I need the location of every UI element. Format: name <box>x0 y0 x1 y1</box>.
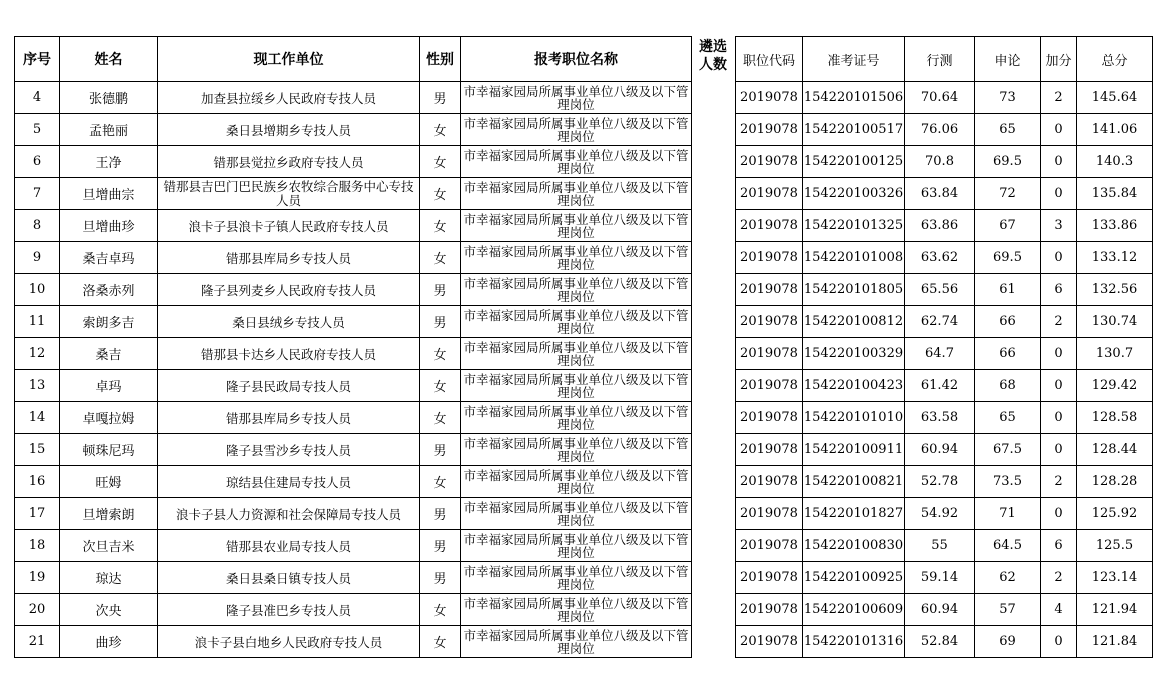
cell-seq: 17 <box>15 498 60 530</box>
cell-gender: 女 <box>420 178 461 210</box>
cell-shenlun: 69.5 <box>975 146 1041 178</box>
table-row <box>15 626 692 658</box>
cell-unit: 隆子县列麦乡人民政府专技人员 <box>158 274 420 306</box>
table-row <box>15 338 692 370</box>
cell-gender: 女 <box>420 466 461 498</box>
cell-seq: 5 <box>15 114 60 146</box>
cell-unit: 错那县吉巴门巴民族乡农牧综合服务中心专技人员 <box>158 178 420 210</box>
header-bonus: 加分 <box>1041 37 1077 82</box>
cell-unit: 隆子县准巴乡专技人员 <box>158 594 420 626</box>
table-row <box>736 306 1153 338</box>
cell-code: 2019078 <box>736 114 803 146</box>
cell-position: 市幸福家园局所属事业单位八级及以下管理岗位 <box>461 210 692 242</box>
table-row <box>736 338 1153 370</box>
cell-total: 121.84 <box>1077 626 1153 658</box>
cell-unit: 浪卡子县浪卡子镇人民政府专技人员 <box>158 210 420 242</box>
header-row <box>15 37 692 82</box>
cell-seq: 20 <box>15 594 60 626</box>
table-row <box>15 402 692 434</box>
cell-exam-id: 154220100830 <box>803 530 905 562</box>
cell-position: 市幸福家园局所属事业单位八级及以下管理岗位 <box>461 594 692 626</box>
cell-name: 旦增曲宗 <box>60 178 158 210</box>
cell-gender: 女 <box>420 114 461 146</box>
cell-code: 2019078 <box>736 82 803 114</box>
cell-total: 140.3 <box>1077 146 1153 178</box>
cell-seq: 19 <box>15 562 60 594</box>
cell-bonus: 0 <box>1041 626 1077 658</box>
cell-exam-id: 154220100125 <box>803 146 905 178</box>
cell-shenlun: 62 <box>975 562 1041 594</box>
cell-bonus: 4 <box>1041 594 1077 626</box>
table-row <box>736 370 1153 402</box>
cell-gender: 男 <box>420 562 461 594</box>
cell-exam-id: 154220101316 <box>803 626 905 658</box>
cell-bonus: 0 <box>1041 434 1077 466</box>
cell-position: 市幸福家园局所属事业单位八级及以下管理岗位 <box>461 178 692 210</box>
cell-total: 128.44 <box>1077 434 1153 466</box>
header-name: 姓名 <box>60 37 158 82</box>
cell-seq: 21 <box>15 626 60 658</box>
cell-code: 2019078 <box>736 530 803 562</box>
cell-gender: 女 <box>420 402 461 434</box>
cell-position: 市幸福家园局所属事业单位八级及以下管理岗位 <box>461 466 692 498</box>
cell-code: 2019078 <box>736 274 803 306</box>
cell-bonus: 0 <box>1041 338 1077 370</box>
table-row <box>15 82 692 114</box>
header-seq: 序号 <box>15 37 60 82</box>
cell-shenlun: 57 <box>975 594 1041 626</box>
cell-total: 128.58 <box>1077 402 1153 434</box>
cell-xingce: 63.86 <box>905 210 975 242</box>
header-gender: 性别 <box>420 37 461 82</box>
cell-name: 索朗多吉 <box>60 306 158 338</box>
cell-position: 市幸福家园局所属事业单位八级及以下管理岗位 <box>461 274 692 306</box>
cell-gender: 女 <box>420 626 461 658</box>
header-row-right <box>736 37 1153 82</box>
cell-seq: 9 <box>15 242 60 274</box>
cell-unit: 桑日县桑日镇专技人员 <box>158 562 420 594</box>
header-xingce: 行测 <box>905 37 975 82</box>
table-row <box>736 466 1153 498</box>
cell-total: 135.84 <box>1077 178 1153 210</box>
header-total: 总分 <box>1077 37 1153 82</box>
cell-shenlun: 71 <box>975 498 1041 530</box>
cell-gender: 男 <box>420 82 461 114</box>
cell-xingce: 63.62 <box>905 242 975 274</box>
cell-unit: 琼结县住建局专技人员 <box>158 466 420 498</box>
cell-gender: 男 <box>420 498 461 530</box>
cell-exam-id: 154220100609 <box>803 594 905 626</box>
table-row <box>736 82 1153 114</box>
cell-xingce: 59.14 <box>905 562 975 594</box>
cell-position: 市幸福家园局所属事业单位八级及以下管理岗位 <box>461 434 692 466</box>
cell-bonus: 2 <box>1041 466 1077 498</box>
cell-seq: 16 <box>15 466 60 498</box>
cell-shenlun: 69.5 <box>975 242 1041 274</box>
cell-unit: 错那县库局乡专技人员 <box>158 242 420 274</box>
cell-position: 市幸福家园局所属事业单位八级及以下管理岗位 <box>461 402 692 434</box>
cell-unit: 桑日县绒乡专技人员 <box>158 306 420 338</box>
cell-name: 顿珠尼玛 <box>60 434 158 466</box>
cell-exam-id: 154220100812 <box>803 306 905 338</box>
table-row <box>736 434 1153 466</box>
table-row <box>736 562 1153 594</box>
cell-total: 125.92 <box>1077 498 1153 530</box>
cell-position: 市幸福家园局所属事业单位八级及以下管理岗位 <box>461 338 692 370</box>
cell-name: 桑吉卓玛 <box>60 242 158 274</box>
cell-code: 2019078 <box>736 306 803 338</box>
cell-name: 桑吉 <box>60 338 158 370</box>
cell-exam-id: 154220101827 <box>803 498 905 530</box>
cell-exam-id: 154220100911 <box>803 434 905 466</box>
cell-bonus: 6 <box>1041 530 1077 562</box>
table-row <box>736 402 1153 434</box>
header-code: 职位代码 <box>736 37 803 82</box>
table-row <box>736 146 1153 178</box>
cell-xingce: 63.84 <box>905 178 975 210</box>
cell-name: 琼达 <box>60 562 158 594</box>
cell-shenlun: 67.5 <box>975 434 1041 466</box>
cell-unit: 隆子县民政局专技人员 <box>158 370 420 402</box>
cell-total: 128.28 <box>1077 466 1153 498</box>
cell-shenlun: 69 <box>975 626 1041 658</box>
cell-shenlun: 65 <box>975 402 1041 434</box>
cell-unit: 浪卡子县白地乡人民政府专技人员 <box>158 626 420 658</box>
cell-xingce: 76.06 <box>905 114 975 146</box>
table-row <box>736 530 1153 562</box>
header-exam-id: 准考证号 <box>803 37 905 82</box>
cell-seq: 14 <box>15 402 60 434</box>
header-position: 报考职位名称 <box>461 37 692 82</box>
cell-shenlun: 67 <box>975 210 1041 242</box>
table-row <box>15 146 692 178</box>
cell-name: 孟艳丽 <box>60 114 158 146</box>
cell-bonus: 2 <box>1041 306 1077 338</box>
table-row <box>736 594 1153 626</box>
cell-name: 次旦吉米 <box>60 530 158 562</box>
table-row <box>15 210 692 242</box>
table-row <box>736 114 1153 146</box>
cell-position: 市幸福家园局所属事业单位八级及以下管理岗位 <box>461 370 692 402</box>
cell-total: 132.56 <box>1077 274 1153 306</box>
cell-shenlun: 61 <box>975 274 1041 306</box>
cell-exam-id: 154220100326 <box>803 178 905 210</box>
cell-position: 市幸福家园局所属事业单位八级及以下管理岗位 <box>461 498 692 530</box>
cell-unit: 桑日县增期乡专技人员 <box>158 114 420 146</box>
cell-total: 133.12 <box>1077 242 1153 274</box>
cell-bonus: 0 <box>1041 114 1077 146</box>
cell-name: 卓玛 <box>60 370 158 402</box>
cell-shenlun: 66 <box>975 306 1041 338</box>
table-row <box>736 210 1153 242</box>
cell-bonus: 0 <box>1041 498 1077 530</box>
header-selected-count: 遴选人数 <box>699 39 727 73</box>
cell-position: 市幸福家园局所属事业单位八级及以下管理岗位 <box>461 242 692 274</box>
cell-unit: 错那县觉拉乡政府专技人员 <box>158 146 420 178</box>
cell-gender: 女 <box>420 338 461 370</box>
results-table-left <box>14 36 692 658</box>
cell-position: 市幸福家园局所属事业单位八级及以下管理岗位 <box>461 306 692 338</box>
table-row <box>736 242 1153 274</box>
cell-xingce: 55 <box>905 530 975 562</box>
cell-unit: 错那县库局乡专技人员 <box>158 402 420 434</box>
cell-xingce: 65.56 <box>905 274 975 306</box>
cell-total: 121.94 <box>1077 594 1153 626</box>
cell-exam-id: 154220100329 <box>803 338 905 370</box>
cell-name: 旺姆 <box>60 466 158 498</box>
cell-exam-id: 154220100925 <box>803 562 905 594</box>
cell-shenlun: 64.5 <box>975 530 1041 562</box>
cell-name: 王净 <box>60 146 158 178</box>
table-row <box>15 594 692 626</box>
cell-code: 2019078 <box>736 178 803 210</box>
cell-xingce: 61.42 <box>905 370 975 402</box>
results-table-right <box>735 36 1153 658</box>
cell-code: 2019078 <box>736 434 803 466</box>
cell-exam-id: 154220101805 <box>803 274 905 306</box>
cell-total: 123.14 <box>1077 562 1153 594</box>
cell-exam-id: 154220101010 <box>803 402 905 434</box>
header-shenlun: 申论 <box>975 37 1041 82</box>
cell-code: 2019078 <box>736 466 803 498</box>
cell-total: 125.5 <box>1077 530 1153 562</box>
cell-unit: 错那县农业局专技人员 <box>158 530 420 562</box>
cell-name: 洛桑赤列 <box>60 274 158 306</box>
cell-xingce: 60.94 <box>905 434 975 466</box>
table-row <box>15 498 692 530</box>
cell-xingce: 63.58 <box>905 402 975 434</box>
cell-exam-id: 154220100517 <box>803 114 905 146</box>
cell-gender: 女 <box>420 594 461 626</box>
cell-seq: 12 <box>15 338 60 370</box>
cell-unit: 隆子县雪沙乡专技人员 <box>158 434 420 466</box>
cell-bonus: 3 <box>1041 210 1077 242</box>
cell-gender: 男 <box>420 434 461 466</box>
cell-name: 卓嘎拉姆 <box>60 402 158 434</box>
cell-seq: 18 <box>15 530 60 562</box>
cell-seq: 8 <box>15 210 60 242</box>
cell-seq: 11 <box>15 306 60 338</box>
cell-name: 张德鹏 <box>60 82 158 114</box>
table-row <box>15 306 692 338</box>
cell-exam-id: 154220101008 <box>803 242 905 274</box>
cell-exam-id: 154220101325 <box>803 210 905 242</box>
cell-position: 市幸福家园局所属事业单位八级及以下管理岗位 <box>461 114 692 146</box>
cell-exam-id: 154220101506 <box>803 82 905 114</box>
table-row <box>15 530 692 562</box>
cell-code: 2019078 <box>736 370 803 402</box>
cell-exam-id: 154220100423 <box>803 370 905 402</box>
cell-position: 市幸福家园局所属事业单位八级及以下管理岗位 <box>461 146 692 178</box>
cell-code: 2019078 <box>736 242 803 274</box>
cell-xingce: 70.64 <box>905 82 975 114</box>
cell-position: 市幸福家园局所属事业单位八级及以下管理岗位 <box>461 82 692 114</box>
table-row <box>15 466 692 498</box>
cell-seq: 15 <box>15 434 60 466</box>
cell-code: 2019078 <box>736 562 803 594</box>
cell-gender: 男 <box>420 274 461 306</box>
cell-bonus: 0 <box>1041 146 1077 178</box>
table-row <box>15 434 692 466</box>
cell-shenlun: 73.5 <box>975 466 1041 498</box>
cell-gender: 女 <box>420 370 461 402</box>
cell-bonus: 0 <box>1041 242 1077 274</box>
cell-code: 2019078 <box>736 594 803 626</box>
cell-xingce: 54.92 <box>905 498 975 530</box>
cell-xingce: 64.7 <box>905 338 975 370</box>
cell-bonus: 0 <box>1041 402 1077 434</box>
cell-code: 2019078 <box>736 338 803 370</box>
cell-xingce: 70.8 <box>905 146 975 178</box>
table-row <box>15 242 692 274</box>
cell-code: 2019078 <box>736 402 803 434</box>
cell-xingce: 52.84 <box>905 626 975 658</box>
cell-gender: 男 <box>420 530 461 562</box>
cell-bonus: 2 <box>1041 82 1077 114</box>
cell-xingce: 52.78 <box>905 466 975 498</box>
cell-name: 次央 <box>60 594 158 626</box>
cell-total: 133.86 <box>1077 210 1153 242</box>
cell-exam-id: 154220100821 <box>803 466 905 498</box>
table-row <box>736 274 1153 306</box>
cell-seq: 13 <box>15 370 60 402</box>
cell-total: 130.74 <box>1077 306 1153 338</box>
cell-total: 141.06 <box>1077 114 1153 146</box>
table-row <box>736 498 1153 530</box>
cell-seq: 4 <box>15 82 60 114</box>
cell-code: 2019078 <box>736 146 803 178</box>
cell-seq: 10 <box>15 274 60 306</box>
table-row <box>15 114 692 146</box>
cell-xingce: 60.94 <box>905 594 975 626</box>
table-row <box>736 626 1153 658</box>
cell-gender: 女 <box>420 146 461 178</box>
cell-code: 2019078 <box>736 210 803 242</box>
cell-bonus: 6 <box>1041 274 1077 306</box>
cell-total: 129.42 <box>1077 370 1153 402</box>
cell-shenlun: 66 <box>975 338 1041 370</box>
table-row <box>15 562 692 594</box>
cell-name: 旦增曲珍 <box>60 210 158 242</box>
table-row <box>15 370 692 402</box>
cell-xingce: 62.74 <box>905 306 975 338</box>
cell-bonus: 0 <box>1041 370 1077 402</box>
cell-seq: 7 <box>15 178 60 210</box>
cell-shenlun: 65 <box>975 114 1041 146</box>
cell-gender: 女 <box>420 242 461 274</box>
cell-total: 145.64 <box>1077 82 1153 114</box>
cell-position: 市幸福家园局所属事业单位八级及以下管理岗位 <box>461 562 692 594</box>
cell-unit: 错那县卡达乡人民政府专技人员 <box>158 338 420 370</box>
cell-name: 曲珍 <box>60 626 158 658</box>
cell-position: 市幸福家园局所属事业单位八级及以下管理岗位 <box>461 626 692 658</box>
cell-bonus: 0 <box>1041 178 1077 210</box>
table-row <box>736 178 1153 210</box>
table-row <box>15 178 692 210</box>
cell-unit: 浪卡子县人力资源和社会保障局专技人员 <box>158 498 420 530</box>
cell-gender: 女 <box>420 210 461 242</box>
cell-seq: 6 <box>15 146 60 178</box>
cell-shenlun: 68 <box>975 370 1041 402</box>
cell-shenlun: 72 <box>975 178 1041 210</box>
cell-shenlun: 73 <box>975 82 1041 114</box>
table-row <box>15 274 692 306</box>
header-unit: 现工作单位 <box>158 37 420 82</box>
cell-total: 130.7 <box>1077 338 1153 370</box>
cell-code: 2019078 <box>736 626 803 658</box>
cell-bonus: 2 <box>1041 562 1077 594</box>
cell-code: 2019078 <box>736 498 803 530</box>
cell-name: 旦增索朗 <box>60 498 158 530</box>
cell-gender: 男 <box>420 306 461 338</box>
cell-position: 市幸福家园局所属事业单位八级及以下管理岗位 <box>461 530 692 562</box>
cell-unit: 加查县拉绥乡人民政府专技人员 <box>158 82 420 114</box>
